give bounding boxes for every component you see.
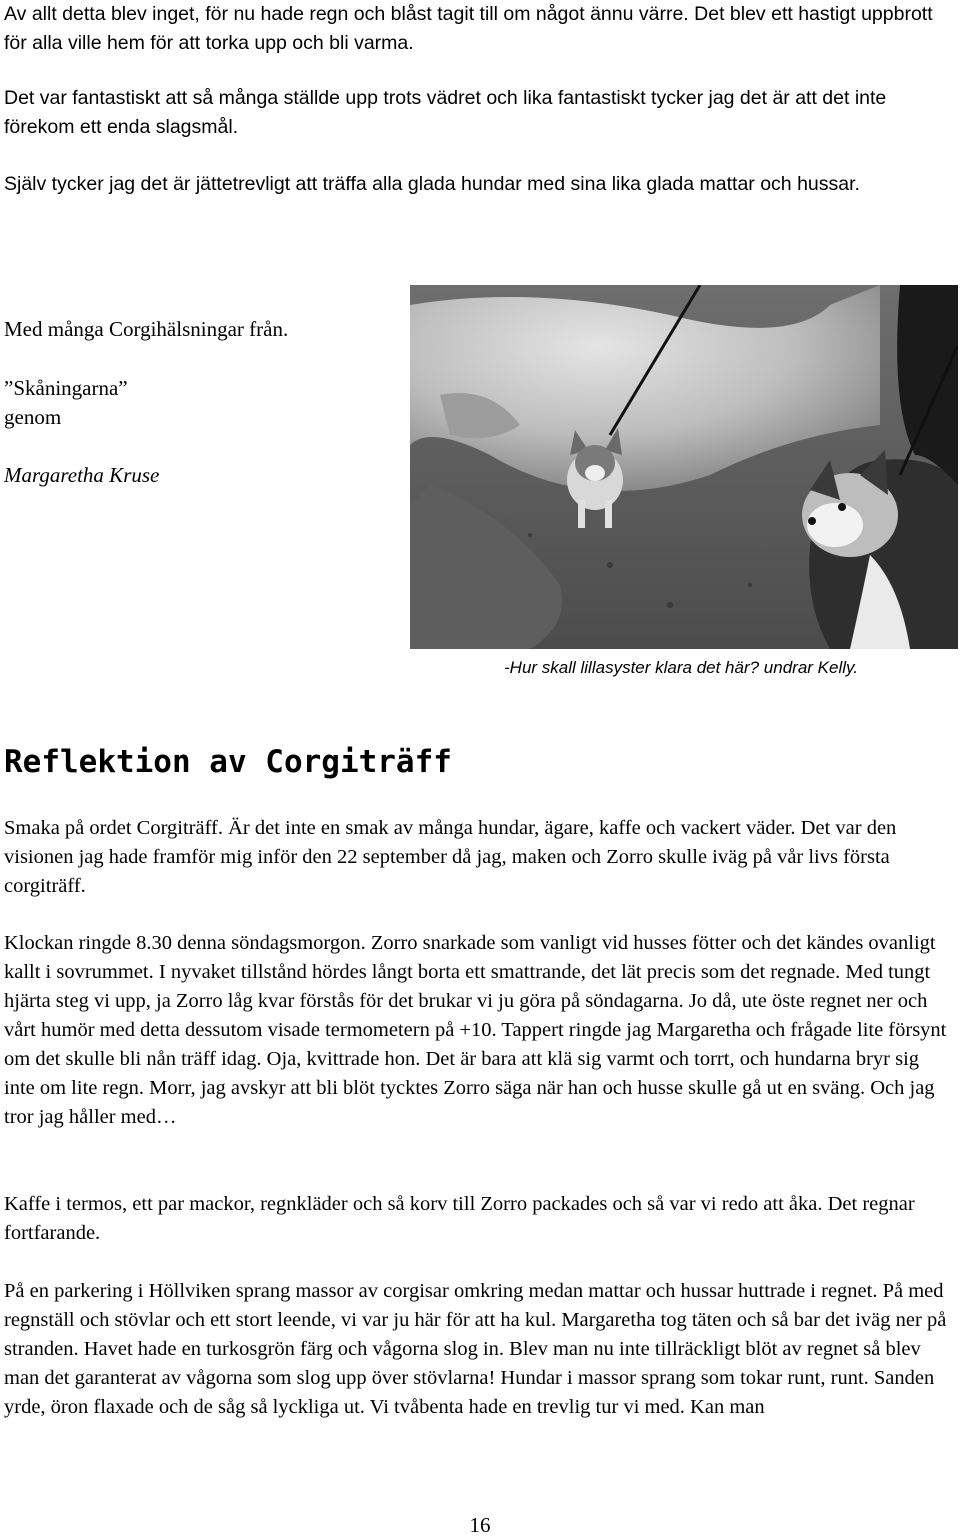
photo-caption: -Hur skall lillasyster klara det här? undrar Kelly. [504, 658, 858, 677]
article-paragraph-2: Klockan ringde 8.30 denna söndagsmorgon. Zorro snarkade som vanligt vid husses fötter och det kändes ovanligt kallt i sovrummet. I nyvaket tillstånd hördes långt borta ett smattrande, det lät precis som det regnade. Med tungt hjärta steg vi upp, ja Zorro låg kvar förstås för det brukar vi ju göra på söndagarna. Jo då, ute öste regnet ner och vårt humör med detta dessutom visade termometern på +10. Tappert ringde jag Margaretha och frågade lite försynt om det skulle bli nån träff idag. Oja, kvittrade hon. Det är bara att klä sig varmt och torrt, och hundarna bryr sig inte om lite regn. Morr, jag avskyr att bli blöt tycktes Zorro säga när han och husse skulle gå ut en sväng. Och jag tror jag håller med… [4, 932, 947, 1128]
signature-via: genom [4, 405, 62, 429]
adult-corgi [802, 450, 958, 649]
intro-paragraph-2: Det var fantastiskt att så många ställde upp trots vädret och lika fantastiskt tycker jag det är att det inte förekom ett enda slagsmål. [4, 87, 887, 138]
corgi-photo [410, 285, 958, 649]
signature-group: ”Skåningarna” [4, 376, 128, 400]
signature-author: Margaretha Kruse [4, 463, 160, 487]
intro-paragraph-3: Själv tycker jag det är jättetrevligt att träffa alla glada hundar med sina lika glada mattar och hussar. [4, 173, 860, 195]
intro-paragraph-1: Av allt detta blev inget, för nu hade regn och blåst tagit till om något ännu värre. Det blev ett hastigt uppbrott för alla ville hem för att torka upp och bli varma. [4, 3, 933, 54]
article-paragraph-3: Kaffe i termos, ett par mackor, regnkläder och så korv till Zorro packades och så var vi redo att åka. Det regnar fortfarande. [4, 1193, 915, 1244]
article-title: Reflektion av Corgiträff [4, 744, 452, 780]
article-paragraph-1: Smaka på ordet Corgiträff. Är det inte en smak av många hundar, ägare, kaffe och vackert väder. Det var den visionen jag hade framför mig inför den 22 september då jag, maken och Zorro skulle iväg på vår livs första corgiträff. [4, 817, 897, 897]
corgi-photo-illustration [410, 285, 958, 649]
signature-greeting: Med många Corgihälsningar från. [4, 317, 289, 341]
page-number: 16 [469, 1513, 491, 1537]
article-paragraph-4: På en parkering i Höllviken sprang massor av corgisar omkring medan mattar och hussar huttrade i regnet. På med regnställ och stövlar och ett stort leende, vi var ju här för att ha kul. Margaretha tog täten och så bar det iväg ner på stranden. Havet hade en turkosgrön färg och vågorna slog in. Blev man nu inte tillräckligt blöt av regnet så blev man det garanterat av vågorna som slog upp över stövlarna! Hundar i massor sprang som tokar runt, runt. Sanden yrde, öron flaxade och de såg så lyckliga ut. Vi tvåbenta hade en trevlig tur vi med. Kan man [4, 1280, 947, 1418]
